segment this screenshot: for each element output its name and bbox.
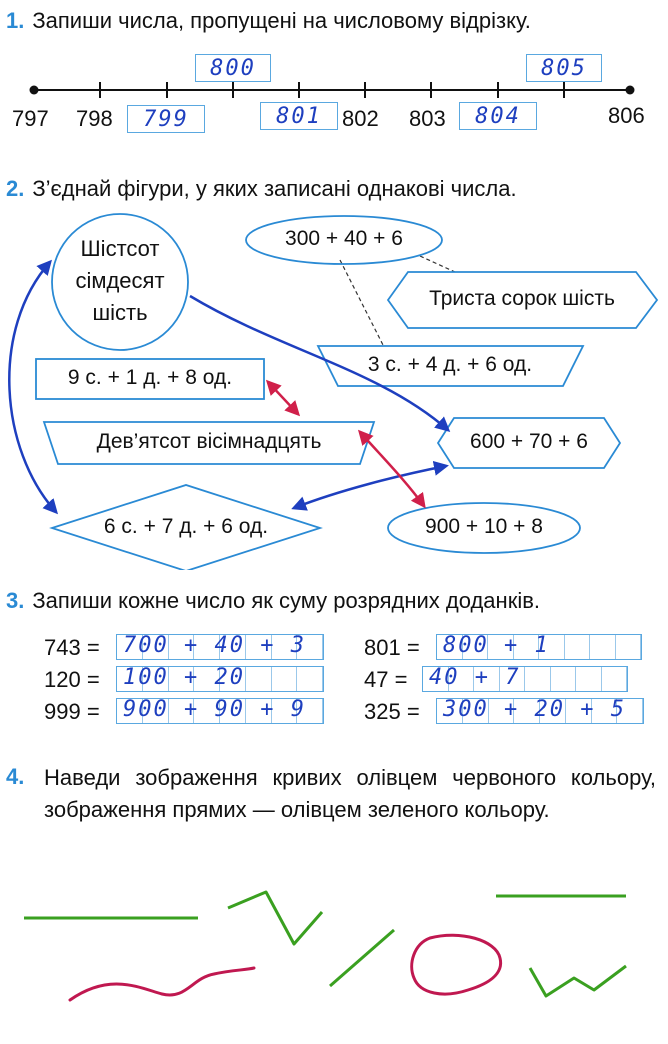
task4-number-wrap: [6, 764, 32, 790]
eq-999-answer: 900 + 90 + 9: [123, 697, 306, 722]
answer-800: 800: [210, 55, 256, 81]
circle-text: [52, 233, 188, 329]
eq-801-cells[interactable]: [436, 634, 642, 660]
ellipse-bottom-text: 900 + 10 + 8: [425, 515, 543, 538]
task4-drawings: [0, 860, 668, 1040]
answer-805: 805: [541, 55, 587, 81]
nl-label-798: 798: [76, 106, 113, 131]
eq-120-answer: 100 + 20: [123, 665, 245, 690]
answer-799: 799: [143, 106, 189, 132]
nl-label-803: 803: [409, 106, 446, 131]
eq-325-cells[interactable]: [436, 698, 644, 724]
eq-999-lhs: 999 =: [44, 699, 100, 724]
hexagon-text: Триста сорок шість: [429, 287, 615, 310]
eq-47-cells[interactable]: [422, 666, 628, 692]
eq-120-cells[interactable]: [116, 666, 324, 692]
answer-801: 801: [276, 103, 322, 129]
parallelogram-text: 3 с. + 4 д. + 6 од.: [367, 353, 533, 376]
task3-text: Запиши кожне число як суму розрядних доданків.: [32, 588, 541, 613]
hexagon2-text: 600 + 70 + 6: [470, 430, 588, 453]
red-closed-curve: [412, 935, 501, 994]
eq-801-answer: 800 + 1: [443, 633, 550, 658]
task2-text: З’єднай фігури, у яких записані однакові числа.: [32, 176, 517, 201]
green-zigzag-2: [530, 966, 626, 996]
task3-number: 3.: [6, 588, 25, 613]
eq-325-answer: 300 + 20 + 5: [443, 697, 626, 722]
task4-text: Наведи зображення кривих олівцем червоного кольору, зображення прямих — олівцем зеленого кольору.: [44, 765, 656, 822]
task1-text: Запиши числа, пропущені на числовому відрізку.: [32, 8, 531, 33]
eq-801-lhs: 801 =: [364, 635, 420, 660]
nl-label-802: 802: [342, 106, 379, 131]
ellipse-top-text: 300 + 40 + 6: [285, 227, 403, 250]
eq-999-cells[interactable]: [116, 698, 324, 724]
eq-120-lhs: 120 =: [44, 667, 100, 692]
answer-804: 804: [475, 103, 521, 129]
eq-743-cells[interactable]: [116, 634, 324, 660]
eq-47-lhs: 47 =: [364, 667, 408, 692]
red-curve-1: [70, 968, 254, 1000]
task4-number: 4.: [6, 764, 25, 789]
eq-47-answer: 40 + 7: [429, 665, 521, 690]
task1-number: 1.: [6, 8, 25, 33]
eq-743-answer: 700 + 40 + 3: [123, 633, 306, 658]
task2-number: 2.: [6, 176, 25, 201]
task3-title: [6, 588, 540, 614]
circle-line-1: Шістсот: [80, 236, 160, 261]
green-zigzag-1: [228, 892, 322, 944]
trapezoid-text: Дев’ятсот вісімнадцять: [96, 430, 322, 453]
nl-label-806: 806: [608, 103, 645, 128]
nl-label-797: 797: [12, 106, 49, 131]
circle-line-3: шість: [92, 300, 148, 325]
green-line-2: [330, 930, 394, 986]
rhombus-text: 6 с. + 7 д. + 6 од.: [103, 515, 269, 538]
eq-743-lhs: 743 =: [44, 635, 100, 660]
circle-line-2: сімдесят: [75, 268, 165, 293]
rect-text: 9 с. + 1 д. + 8 од.: [67, 366, 233, 389]
eq-325-lhs: 325 =: [364, 699, 420, 724]
